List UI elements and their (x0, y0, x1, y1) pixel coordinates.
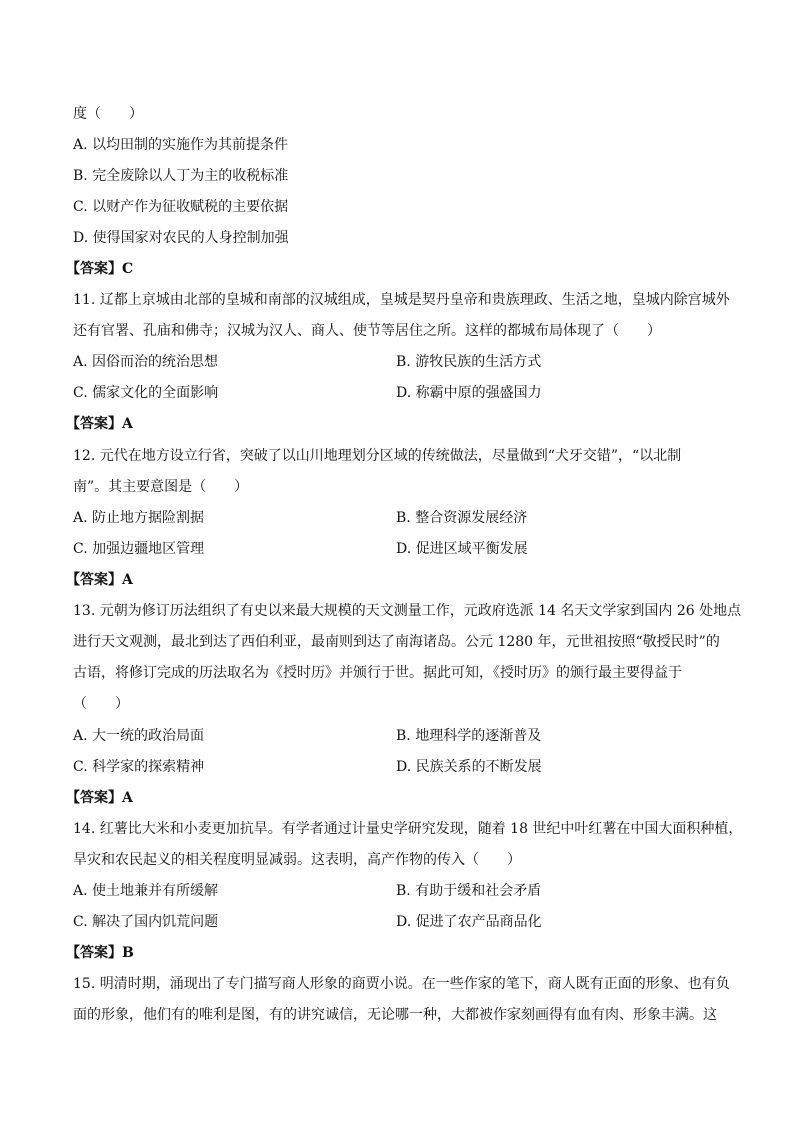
q13-stem-line-1: 13. 元朝为修订历法组织了有史以来最大规模的天文测量工作，元政府选派 14 名天文学家到国内 26 处地点 (73, 603, 742, 619)
q13-stem-line-4: （ ） (73, 696, 129, 712)
q12-answer: 【答案】A (66, 572, 133, 588)
q11-option-b: B. 游牧民族的生活方式 (396, 354, 542, 370)
q14-stem-line-2: 旱灾和农民起义的相关程度明显减弱。这表明，高产作物的传入（ ） (73, 852, 521, 868)
q12-stem-line-2: 南”。其主要意图是（ ） (73, 479, 249, 495)
q15-stem-line-2: 面的形象，他们有的唯利是图，有的讲究诚信，无论哪一种，大都被作家刻画得有血有肉、形象丰满。这 (73, 1007, 717, 1023)
q14-stem-line-1: 14. 红薯比大米和小麦更加抗旱。有学者通过计量史学研究发现，随着 18 世纪中叶红薯在中国大面积种植， (73, 821, 743, 837)
q10-option-b: B. 完全废除以人丁为主的收税标准 (73, 168, 289, 184)
q11-option-a: A. 因俗而治的统治思想 (73, 354, 219, 370)
q12-option-b: B. 整合资源发展经济 (396, 510, 528, 526)
q14-option-b: B. 有助于缓和社会矛盾 (396, 883, 542, 899)
q14-option-c: C. 解决了国内饥荒问题 (73, 914, 219, 930)
q13-option-b: B. 地理科学的逐渐普及 (396, 728, 542, 744)
q12-stem-line-1: 12. 元代在地方设立行省，突破了以山川地理划分区域的传统做法，尽量做到“犬牙交错”，“以北制 (73, 448, 682, 464)
q15-stem-line-1: 15. 明清时期，涌现出了专门描写商人形象的商贾小说。在一些作家的笔下，商人既有正面的形象、也有负 (73, 976, 730, 992)
q11-option-c: C. 儒家文化的全面影响 (73, 385, 219, 401)
q12-option-d: D. 促进区域平衡发展 (396, 541, 528, 557)
q14-option-d: D. 促进了农产品商品化 (396, 914, 542, 930)
q12-option-c: C. 加强边疆地区管理 (73, 541, 205, 557)
q13-option-c: C. 科学家的探索精神 (73, 759, 205, 775)
q10-option-d: D. 使得国家对农民的人身控制加强 (73, 230, 289, 246)
q13-answer: 【答案】A (66, 790, 133, 806)
q14-option-a: A. 使土地兼并有所缓解 (73, 883, 219, 899)
q14-answer: 【答案】B (66, 945, 134, 961)
q11-stem-line-1: 11. 辽都上京城由北部的皇城和南部的汉城组成，皇城是契丹皇帝和贵族理政、生活之地，皇城内除宫城外 (73, 292, 730, 308)
q11-option-d: D. 称霸中原的强盛国力 (396, 385, 542, 401)
q10-stem-tail: 度（ ） (73, 106, 143, 122)
q10-answer: 【答案】C (66, 261, 134, 277)
q11-stem-line-2: 还有官署、孔庙和佛寺；汉城为汉人、商人、使节等居住之所。这样的都城布局体现了（ ） (73, 323, 661, 339)
q11-answer: 【答案】A (66, 416, 133, 432)
q10-option-c: C. 以财产作为征收赋税的主要依据 (73, 199, 289, 215)
q13-option-d: D. 民族关系的不断发展 (396, 759, 542, 775)
q10-option-a: A. 以均田制的实施作为其前提条件 (73, 137, 289, 153)
q13-option-a: A. 大一统的政治局面 (73, 728, 205, 744)
q13-stem-line-3: 古语，将修订完成的历法取名为《授时历》并颁行于世。据此可知，《授时历》的颁行最主要得益于 (73, 665, 682, 681)
q13-stem-line-2: 进行天文观测，最北到达了西伯利亚，最南则到达了南海诸岛。公元 1280 年，元世祖按照“敬授民时”的 (73, 634, 720, 650)
q12-option-a: A. 防止地方据险割据 (73, 510, 205, 526)
